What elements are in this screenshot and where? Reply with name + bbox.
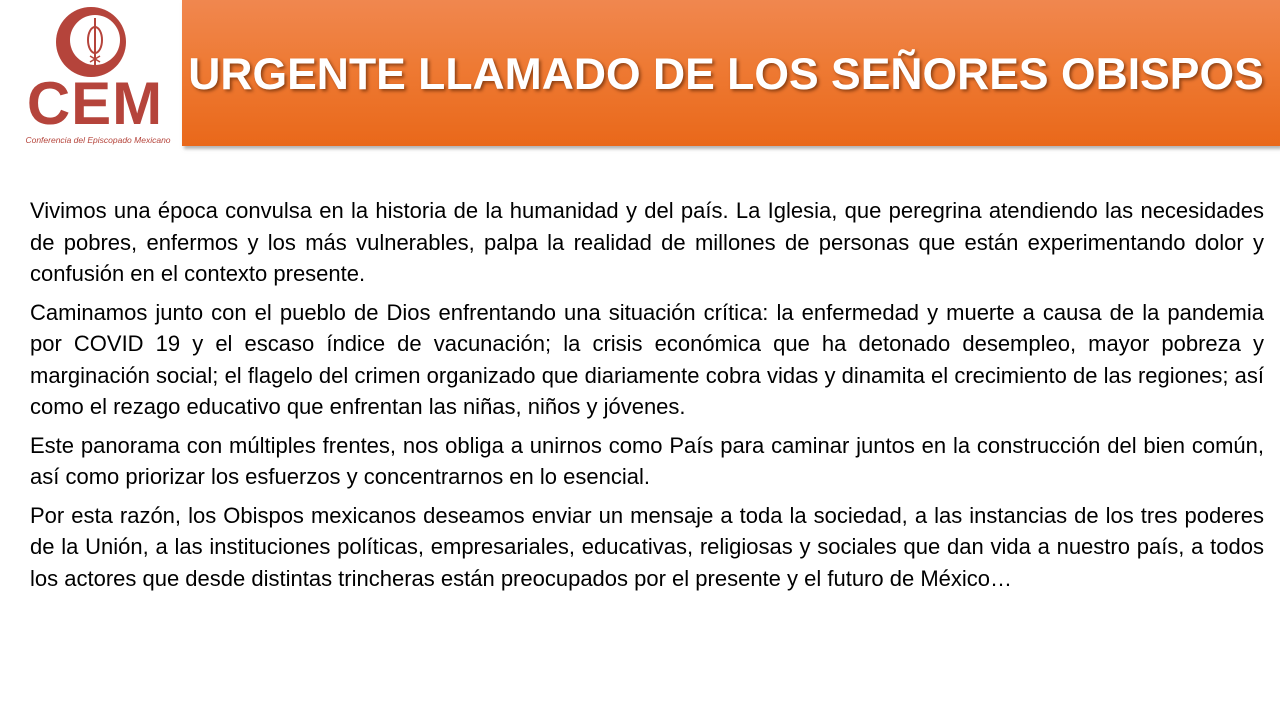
title-banner (182, 0, 1280, 146)
paragraph-3: Este panorama con múltiples frentes, nos obliga a unirnos como País para caminar juntos en la construcción del bien común, así como priorizar los esfuerzos y concentrarnos en lo esencial. (30, 432, 1264, 489)
message-body (30, 195, 1264, 601)
paragraph-4: Por esta razón, los Obispos mexicanos deseamos enviar un mensaje a toda la sociedad, a las instancias de los tres poderes de la Unión, a las instituciones políticas, empresariales, educativas, religiosas y sociales que dan vida a nuestro país, a todos los actores que desde distintas trincheras están preocupados por el presente y el futuro de México… (30, 502, 1264, 591)
paragraph-1: Vivimos una época convulsa en la historia de la humanidad y del país. La Iglesia, que peregrina atendiendo las necesidades de pobres, enfermos y los más vulnerables, palpa la realidad de millones de personas que están experimentando dolor y confusión en el contexto presente. (30, 198, 1264, 286)
logo-acronym: CEM (26, 70, 164, 137)
cem-logo (18, 2, 170, 152)
cem-emblem-icon (50, 4, 132, 80)
paragraph-2: Caminamos junto con el pueblo de Dios enfrentando una situación crítica: la enfermedad y muerte a causa de la pandemia por COVID 19 y el escaso índice de vacunación; la crisis económica que ha detonado desempleo, mayor pobreza y marginación social; el flagelo del crimen organizado que diariamente cobra vidas y dinamita el crecimiento de las regiones; así como el rezago educativo que enfrentan las niñas, niños y jóvenes. (30, 299, 1264, 419)
logo-subtitle: Conferencia del Episcopado Mexicano (25, 135, 171, 145)
page-title: URGENTE LLAMADO DE LOS SEÑORES OBISPOS (188, 50, 1264, 99)
